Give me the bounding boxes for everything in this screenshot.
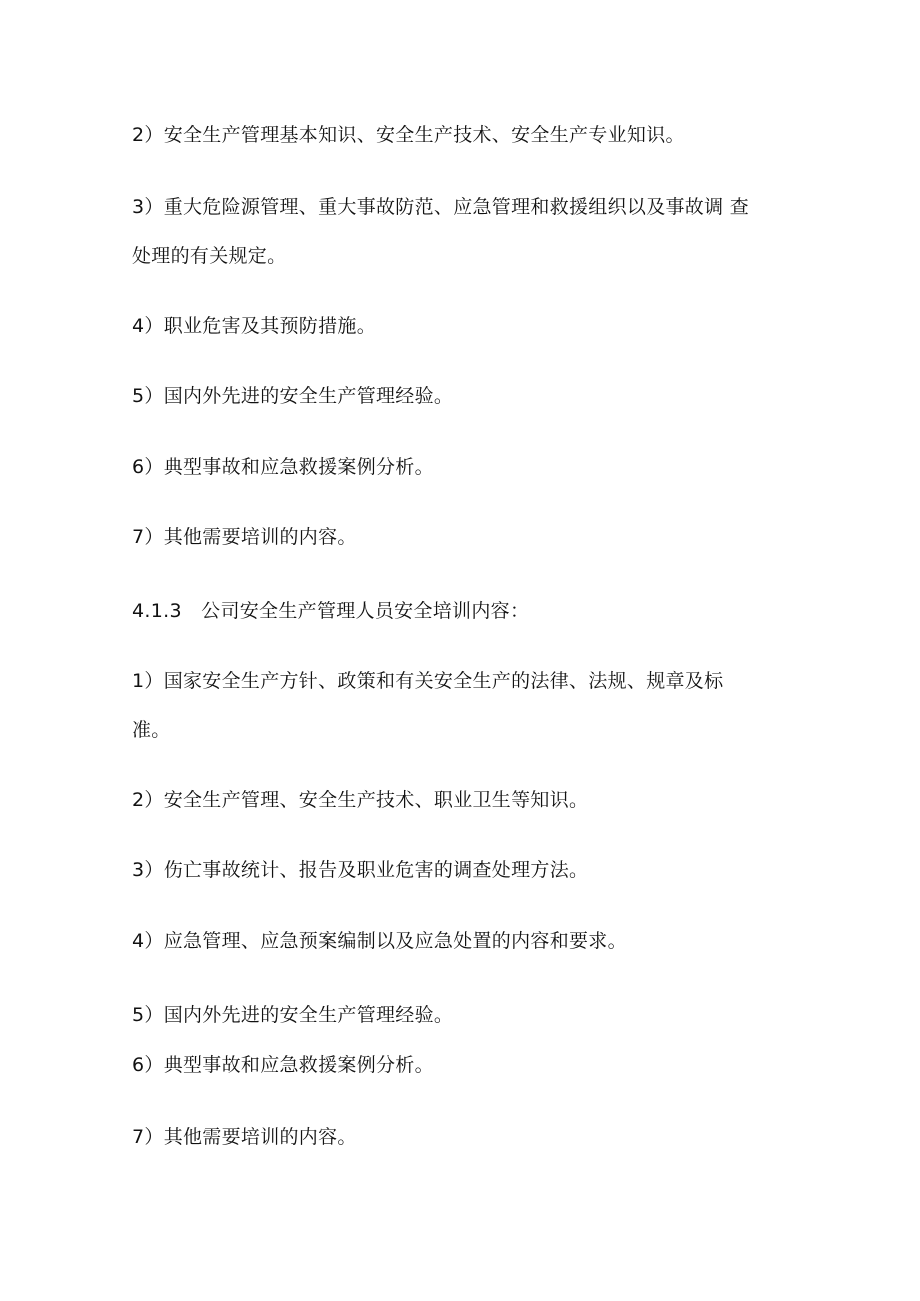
list-item: 5）国内外先进的安全生产管理经验。 xyxy=(132,385,454,407)
section-heading: 4.1.3 公司安全生产管理人员安全培训内容： xyxy=(132,600,530,622)
list-item: 2）安全生产管理基本知识、安全生产技术、安全生产专业知识。 xyxy=(132,124,685,146)
list-item: 6）典型事故和应急救援案例分析。 xyxy=(132,456,434,478)
list-item: 5）国内外先进的安全生产管理经验。 xyxy=(132,1004,454,1026)
list-item: 3）伤亡事故统计、报告及职业危害的调查处理方法。 xyxy=(132,859,589,881)
list-item: 7）其他需要培训的内容。 xyxy=(132,1126,357,1148)
list-item: 3）重大危险源管理、重大事故防范、应急管理和救援组织以及事故调 查 xyxy=(132,196,750,218)
list-item: 7）其他需要培训的内容。 xyxy=(132,526,357,548)
list-item: 2）安全生产管理、安全生产技术、职业卫生等知识。 xyxy=(132,789,589,811)
list-item-continuation: 准。 xyxy=(132,719,171,741)
list-item: 4）职业危害及其预防措施。 xyxy=(132,315,376,337)
list-item-continuation: 处理的有关规定。 xyxy=(132,245,287,267)
list-item: 6）典型事故和应急救援案例分析。 xyxy=(132,1054,434,1076)
list-item: 1）国家安全生产方针、政策和有关安全生产的法律、法规、规章及标 xyxy=(132,670,724,692)
list-item: 4）应急管理、应急预案编制以及应急处置的内容和要求。 xyxy=(132,930,627,952)
